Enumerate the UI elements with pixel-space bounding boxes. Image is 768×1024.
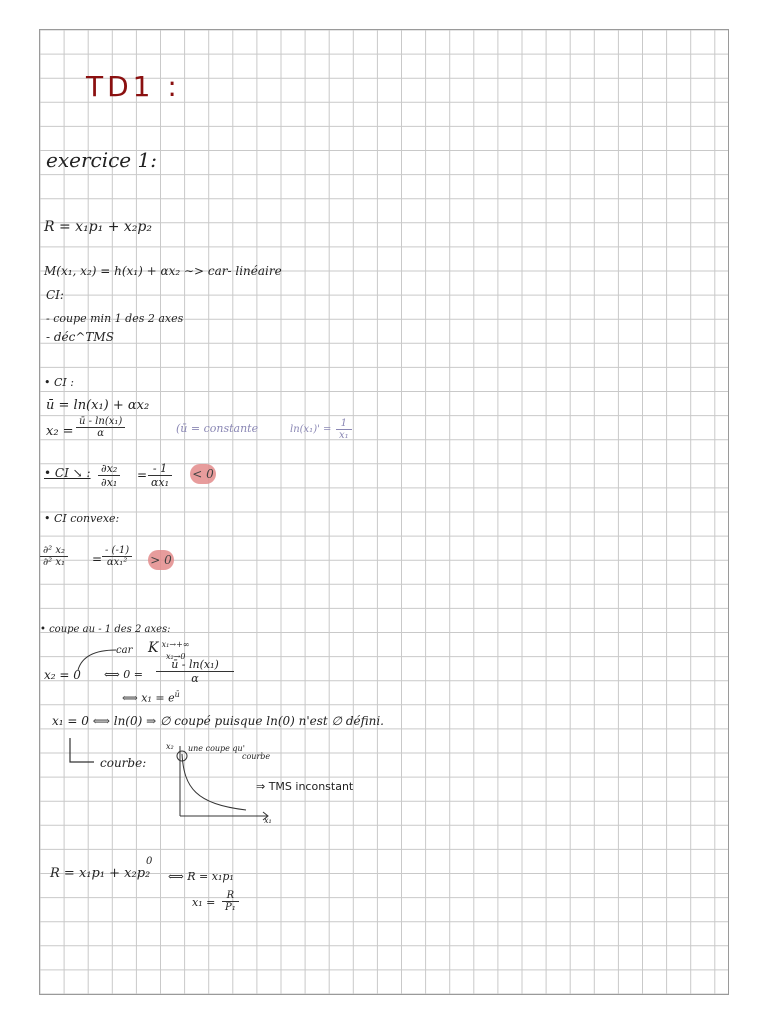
- x1-fraction-den: P₁: [225, 902, 236, 913]
- derivative-rhs-num: - 1: [148, 462, 172, 476]
- indifference-curve: [182, 754, 246, 810]
- section-ci: • CI :: [44, 376, 74, 389]
- second-derivative-rhs-num: - (-1): [102, 545, 132, 557]
- budget-equation-bottom: R = x₁p₁ + x₂p₂: [50, 866, 151, 881]
- second-derivative-fraction: [40, 545, 68, 568]
- utility-function: M(x₁, x₂) = h(x₁) + αx₂ ∼> car- linéaire: [44, 264, 282, 278]
- second-derivative-equals: =: [92, 552, 103, 566]
- aside-derivative-lhs: ln(x₁)' =: [290, 424, 332, 435]
- ci-decreasing-label: • CI ↘ :: [44, 466, 91, 480]
- u-equation: ū = ln(x₁) + αx₂: [46, 398, 150, 413]
- derivative-rhs-den: αx₁: [151, 476, 170, 489]
- positive-sign-highlight: > 0: [148, 550, 174, 570]
- graph-note: une coupe qu': [188, 744, 245, 753]
- bullet-tms: - déc^TMS: [46, 330, 114, 344]
- negative-sign-highlight: < 0: [190, 464, 216, 484]
- x2-fraction-den: α: [97, 428, 105, 439]
- ci-convex-label: • CI convexe:: [44, 512, 120, 525]
- exercise-heading: exercice 1:: [46, 148, 157, 172]
- zero-fraction-den: α: [191, 672, 199, 685]
- aside-constant: (ū = constante: [176, 422, 259, 435]
- second-derivative-rhs-fraction: [102, 545, 132, 568]
- ci-label: CI:: [46, 288, 64, 302]
- x1-exponential-base: ⟺ x₁ = e: [122, 691, 175, 705]
- graph-xlabel: x₁: [264, 816, 272, 825]
- courbe-label: courbe:: [100, 756, 147, 770]
- aside-derivative-fraction: [336, 418, 352, 441]
- derivative-equals: =: [137, 468, 148, 482]
- graph-note-sub: courbe: [242, 752, 271, 761]
- budget-implies: ⟺ R = x₁p₁: [168, 870, 234, 883]
- x1-fraction: [222, 890, 239, 913]
- x2-equals-zero: x₂ = 0: [44, 668, 81, 682]
- tms-note: ⇒ TMS inconstant: [256, 780, 354, 793]
- limit-k: K: [148, 640, 159, 656]
- aside-derivative-num: 1: [336, 418, 352, 430]
- implies-zero: ⟺ 0 =: [104, 668, 143, 681]
- courbe-arrow: [64, 736, 104, 768]
- bullet-axes: - coupe min 1 des 2 axes: [46, 312, 184, 325]
- limit-upper: x₁→+∞: [161, 640, 190, 649]
- second-derivative-den: ∂² x₁: [43, 557, 66, 568]
- graph-ylabel: x₂: [166, 742, 174, 751]
- grid-lines: [40, 30, 728, 994]
- car-note: car: [116, 645, 133, 656]
- second-derivative-rhs-den: αx₁²: [106, 557, 128, 568]
- derivative-num: ∂x₂: [98, 462, 120, 476]
- x2-fraction: [76, 416, 125, 439]
- zero-fraction-num: ū - ln(x₁): [156, 658, 234, 672]
- x1-exponential: [122, 690, 180, 705]
- x1-fraction-num: R: [222, 890, 239, 902]
- zero-fraction: [156, 658, 234, 685]
- budget-equation: R = x₁p₁ + x₂p₂: [44, 219, 152, 235]
- page-title: TD1 :: [86, 70, 181, 103]
- aside-derivative-den: x₁: [339, 430, 349, 441]
- derivative-fraction: [98, 462, 120, 489]
- derivative-rhs-fraction: [148, 462, 172, 489]
- x2-fraction-num: ū - ln(x₁): [76, 416, 125, 428]
- x1-lhs: x₁ =: [192, 896, 216, 909]
- budget-zero: 0: [146, 856, 153, 867]
- limit-lower: x₂→0: [166, 652, 186, 661]
- second-derivative-num: ∂² x₂: [40, 545, 68, 557]
- x1-zero-line: x₁ = 0 ⟺ ln(0) ⇒ ∅ coupé puisque ln(0) n'est ∅ défini.: [52, 714, 384, 728]
- derivative-den: ∂x₁: [101, 476, 118, 489]
- x1-exponential-sup: ū: [174, 690, 180, 699]
- axes-cut-label: • coupe au - 1 des 2 axes:: [40, 624, 171, 635]
- x2-lhs: x₂ =: [46, 424, 74, 439]
